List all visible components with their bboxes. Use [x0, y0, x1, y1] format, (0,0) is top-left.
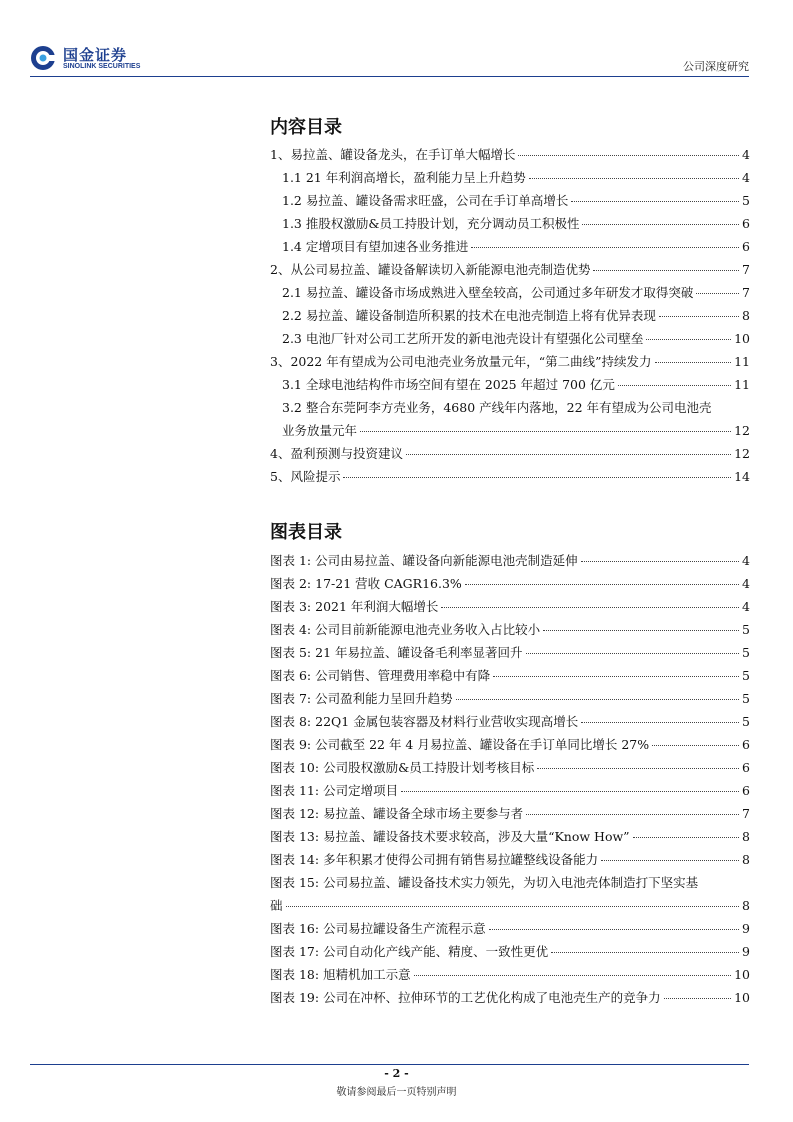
contents-entry[interactable]: [270, 189, 750, 212]
entry-page-number: 7: [742, 262, 750, 277]
figure-entry[interactable]: [270, 618, 750, 641]
dot-leader: [465, 584, 739, 585]
dot-leader: [441, 607, 739, 608]
entry-page-number: 6: [742, 783, 750, 798]
entry-title: 图表 16: 公司易拉罐设备生产流程示意: [270, 921, 486, 936]
dot-leader: [286, 906, 740, 907]
figure-entry[interactable]: [270, 825, 750, 848]
figure-entry[interactable]: [270, 733, 750, 756]
disclaimer-text: 敬请参阅最后一页特别声明: [336, 1087, 457, 1098]
footer-divider: [30, 1064, 749, 1065]
entry-page-number: 12: [734, 446, 750, 461]
dot-leader: [618, 385, 731, 386]
entry-page-number: 5: [742, 645, 750, 660]
entry-title: 图表 12: 易拉盖、罐设备全球市场主要参与者: [270, 806, 524, 821]
dot-leader: [581, 722, 739, 723]
dot-leader: [493, 676, 739, 677]
dot-leader: [343, 477, 731, 478]
entry-title: 4、盈利预测与投资建议: [270, 446, 403, 461]
entry-page-number: 6: [742, 239, 750, 254]
figure-entry[interactable]: [270, 756, 750, 779]
document-type-label: 公司深度研究: [683, 60, 749, 73]
dot-leader: [601, 860, 739, 861]
figure-entry[interactable]: [270, 549, 750, 572]
contents-entry[interactable]: [270, 327, 750, 350]
entry-page-number: 8: [742, 898, 750, 913]
dot-leader: [646, 339, 731, 340]
entry-title: 图表 3: 2021 年利润大幅增长: [270, 599, 439, 614]
figure-entry[interactable]: [270, 986, 750, 1009]
entry-title: 图表 18: 旭精机加工示意: [270, 967, 411, 982]
entry-title: 5、风险提示: [270, 469, 341, 484]
dot-leader: [414, 975, 732, 976]
dot-leader: [471, 247, 739, 248]
entry-page-number: 4: [742, 576, 750, 591]
entry-title: 3.1 全球电池结构件市场空间有望在 2025 年超过 700 亿元: [282, 377, 615, 392]
figure-entry[interactable]: [270, 848, 750, 871]
entry-title: 图表 9: 公司截至 22 年 4 月易拉盖、罐设备在手订单同比增长 27%: [270, 737, 650, 752]
entry-page-number: 11: [734, 354, 750, 369]
contents-entry[interactable]: [270, 373, 750, 396]
entry-page-number: 10: [734, 990, 750, 1005]
entry-title-continued: 业务放量元年: [282, 423, 358, 438]
entry-page-number: 5: [742, 714, 750, 729]
figure-entry[interactable]: [270, 687, 750, 710]
sinolink-logo: [30, 44, 160, 74]
entry-page-number: 5: [742, 193, 750, 208]
entry-title: 3.2 整合东莞阿李方壳业务，4680 产线年内落地，22 年有望成为公司电池壳: [282, 400, 712, 415]
dot-leader: [551, 952, 739, 953]
dot-leader: [401, 791, 739, 792]
entry-page-number: 4: [742, 553, 750, 568]
figures-list: [270, 549, 750, 1009]
dot-leader: [543, 630, 739, 631]
entry-page-number: 5: [742, 622, 750, 637]
contents-entry[interactable]: [270, 350, 750, 373]
entry-title: 2.3 电池厂针对公司工艺所开发的新电池壳设计有望强化公司壁垒: [282, 331, 644, 346]
contents-entry[interactable]: [270, 258, 750, 281]
dot-leader: [581, 561, 739, 562]
dot-leader: [529, 178, 739, 179]
logo-chinese-name: 国金证券: [63, 46, 128, 64]
contents-entry[interactable]: [270, 281, 750, 304]
entry-title: 1、易拉盖、罐设备龙头，在手订单大幅增长: [270, 147, 516, 162]
entry-title: 3、2022 年有望成为公司电池壳业务放量元年，“第二曲线”持续发力: [270, 354, 652, 369]
entry-title-continued: 础: [270, 898, 283, 913]
entry-page-number: 12: [734, 423, 750, 438]
contents-title: 内容目录: [270, 117, 342, 138]
entry-title: 图表 11: 公司定增项目: [270, 783, 399, 798]
entry-title: 1.4 定增项目有望加速各业务推进: [282, 239, 469, 254]
contents-entry[interactable]: [270, 304, 750, 327]
figure-entry[interactable]: [270, 871, 750, 917]
dot-leader: [518, 155, 739, 156]
contents-entry[interactable]: [270, 396, 750, 442]
contents-entry[interactable]: [270, 235, 750, 258]
dot-leader: [489, 929, 739, 930]
contents-entry[interactable]: [270, 166, 750, 189]
figures-title: 图表目录: [270, 522, 342, 543]
entry-page-number: 5: [742, 691, 750, 706]
figure-entry[interactable]: [270, 641, 750, 664]
entry-page-number: 4: [742, 599, 750, 614]
dot-leader: [696, 293, 739, 294]
dot-leader: [571, 201, 739, 202]
entry-title: 2、从公司易拉盖、罐设备解读切入新能源电池壳制造优势: [270, 262, 591, 277]
entry-page-number: 4: [742, 170, 750, 185]
dot-leader: [360, 431, 731, 432]
header-divider: [30, 76, 749, 77]
entry-page-number: 8: [742, 852, 750, 867]
entry-title: 1.3 推股权激励&员工持股计划，充分调动员工积极性: [282, 216, 580, 231]
contents-entry[interactable]: [270, 212, 750, 235]
dot-leader: [537, 768, 739, 769]
sinolink-logo-icon: [30, 45, 56, 71]
entry-page-number: 9: [742, 944, 750, 959]
dot-leader: [593, 270, 739, 271]
entry-page-number: 6: [742, 737, 750, 752]
entry-page-number: 7: [742, 806, 750, 821]
entry-page-number: 4: [742, 147, 750, 162]
entry-title: 图表 5: 21 年易拉盖、罐设备毛利率显著回升: [270, 645, 523, 660]
dot-leader: [655, 362, 732, 363]
entry-title: 1.1 21 年利润高增长，盈利能力呈上升趋势: [282, 170, 526, 185]
entry-title: 图表 17: 公司自动化产线产能、精度、一致性更优: [270, 944, 549, 959]
entry-page-number: 10: [734, 967, 750, 982]
dot-leader: [456, 699, 739, 700]
entry-title: 2.1 易拉盖、罐设备市场成熟进入壁垒较高，公司通过多年研发才取得突破: [282, 285, 694, 300]
dot-leader: [659, 316, 739, 317]
contents-entry[interactable]: [270, 143, 750, 166]
dot-leader: [526, 814, 739, 815]
page-header: [0, 0, 793, 80]
logo-english-name: SINOLINK SECURITIES: [63, 63, 141, 70]
dot-leader: [652, 745, 739, 746]
entry-page-number: 6: [742, 216, 750, 231]
entry-title: 图表 6: 公司销售、管理费用率稳中有降: [270, 668, 491, 683]
entry-title: 2.2 易拉盖、罐设备制造所积累的技术在电池壳制造上将有优异表现: [282, 308, 656, 323]
entry-title: 图表 19: 公司在冲杯、拉伸环节的工艺优化构成了电池壳生产的竞争力: [270, 990, 661, 1005]
entry-title: 图表 1: 公司由易拉盖、罐设备向新能源电池壳制造延伸: [270, 553, 578, 568]
entry-title: 图表 10: 公司股权激励&员工持股计划考核目标: [270, 760, 535, 775]
figure-entry[interactable]: [270, 802, 750, 825]
figure-entry[interactable]: [270, 940, 750, 963]
dot-leader: [582, 224, 739, 225]
contents-entry[interactable]: [270, 465, 750, 488]
entry-title: 图表 15: 公司易拉盖、罐设备技术实力领先，为切入电池壳体制造打下坚实基: [270, 875, 699, 890]
entry-page-number: 5: [742, 668, 750, 683]
entry-page-number: 8: [742, 829, 750, 844]
entry-title: 图表 8: 22Q1 金属包装容器及材料行业营收实现高增长: [270, 714, 579, 729]
entry-title: 图表 4: 公司目前新能源电池壳业务收入占比较小: [270, 622, 541, 637]
dot-leader: [633, 837, 739, 838]
entry-page-number: 8: [742, 308, 750, 323]
entry-page-number: 7: [742, 285, 750, 300]
figure-entry[interactable]: [270, 710, 750, 733]
entry-page-number: 9: [742, 921, 750, 936]
figure-entry[interactable]: [270, 664, 750, 687]
dot-leader: [526, 653, 740, 654]
contents-entry[interactable]: [270, 442, 750, 465]
contents-list: [270, 143, 750, 488]
entry-page-number: 10: [734, 331, 750, 346]
entry-title: 图表 2: 17-21 营收 CAGR16.3%: [270, 576, 462, 591]
figure-entry[interactable]: [270, 572, 750, 595]
entry-title: 1.2 易拉盖、罐设备需求旺盛，公司在手订单高增长: [282, 193, 569, 208]
entry-title: 图表 14: 多年积累才使得公司拥有销售易拉罐整线设备能力: [270, 852, 599, 867]
entry-page-number: 11: [734, 377, 750, 392]
figure-entry[interactable]: [270, 963, 750, 986]
dot-leader: [406, 454, 731, 455]
entry-title: 图表 13: 易拉盖、罐设备技术要求较高，涉及大量“Know How”: [270, 829, 630, 844]
page-number: - 2 -: [384, 1067, 409, 1080]
entry-page-number: 14: [734, 469, 750, 484]
dot-leader: [664, 998, 732, 999]
figure-entry[interactable]: [270, 779, 750, 802]
entry-title: 图表 7: 公司盈利能力呈回升趋势: [270, 691, 453, 706]
figure-entry[interactable]: [270, 917, 750, 940]
entry-page-number: 6: [742, 760, 750, 775]
figure-entry[interactable]: [270, 595, 750, 618]
